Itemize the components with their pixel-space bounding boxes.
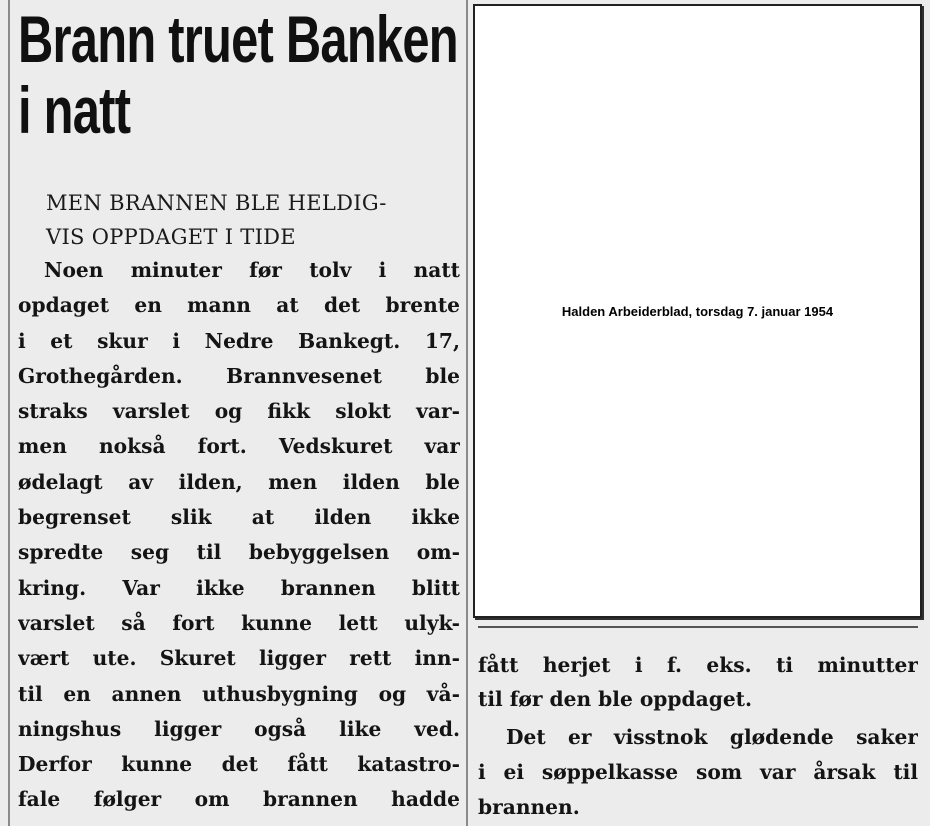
body-line: til før den ble oppdaget. (478, 687, 753, 711)
article-body-right-column-paragraph (478, 720, 918, 825)
body-line: Noen minuter før tolv i natt (44, 258, 460, 282)
headline-line: i natt (18, 73, 131, 148)
article-body-right-column-continuation (478, 648, 918, 716)
article-subheadline (46, 186, 466, 254)
body-line: opdaget en mann at det brente (18, 293, 460, 318)
headline-line: Brann truet Banken (18, 2, 458, 76)
article-body-left-column (18, 253, 460, 818)
body-line: fått herjet i f. eks. ti minutter (478, 653, 918, 677)
body-line: Det er visstnok glødende saker (506, 725, 918, 749)
body-line: kring. Var ikke brannen blitt (18, 575, 460, 600)
subheadline-line: VIS OPPDAGET I TIDE (46, 225, 296, 249)
body-line: vært ute. Skuret ligger rett inn- (18, 646, 460, 671)
section-divider (478, 626, 918, 628)
source-caption: Halden Arbeiderblad, torsdag 7. januar 1954 (561, 304, 834, 319)
body-line: men nokså fort. Vedskuret var (18, 434, 460, 459)
subheadline-line: MEN BRANNEN BLE HELDIG- (46, 191, 387, 215)
article-headline (18, 2, 458, 148)
body-line: varslet så fort kunne lett ulyk- (18, 610, 460, 635)
body-line: til en annen uthusbygning og vå- (18, 681, 460, 706)
body-line: ødelagt av ilden, men ilden ble (18, 469, 460, 494)
body-line: begrenset slik at ilden ikke (18, 505, 460, 530)
body-line: ningshus ligger også like ved. (18, 716, 460, 741)
column-rule-middle (466, 0, 468, 826)
body-line: brannen. (478, 795, 580, 819)
column-rule-left (8, 0, 10, 826)
body-line: fale følger om brannen hadde (18, 787, 460, 812)
body-line: i ei søppelkasse som var årsak til (478, 760, 918, 784)
body-line: straks varslet og fikk slokt var- (18, 399, 460, 424)
body-line: spredte seg til bebyggelsen om- (18, 540, 460, 565)
body-line: i et skur i Nedre Bankegt. 17, (18, 328, 460, 353)
body-line: Derfor kunne det fått katastro- (18, 752, 460, 777)
image-placeholder-box (473, 4, 922, 618)
body-line: Grothegården. Brannvesenet ble (18, 363, 460, 388)
